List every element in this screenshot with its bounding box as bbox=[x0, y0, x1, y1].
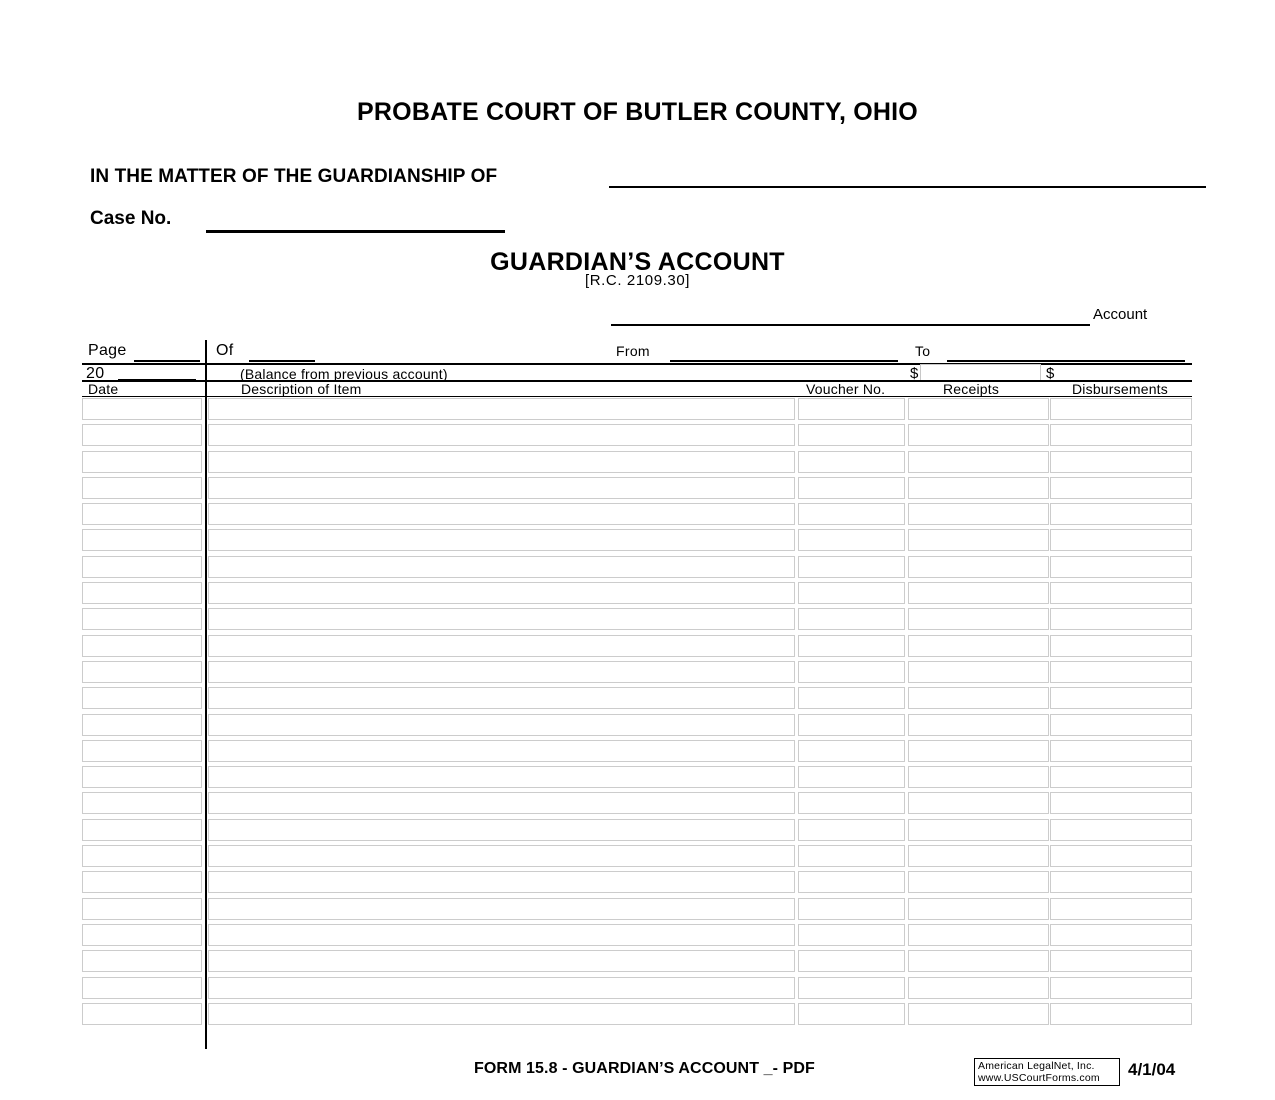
cell-description[interactable] bbox=[208, 424, 795, 446]
cell-receipts[interactable] bbox=[908, 582, 1049, 604]
cell-description[interactable] bbox=[208, 477, 795, 499]
cell-voucher-no[interactable] bbox=[798, 766, 905, 788]
column-header-description: Description of Item bbox=[241, 381, 362, 397]
cell-disbursements[interactable] bbox=[1050, 924, 1192, 946]
cell-disbursements[interactable] bbox=[1050, 661, 1192, 683]
cell-disbursements[interactable] bbox=[1050, 1003, 1192, 1025]
table-row bbox=[82, 450, 1192, 476]
cell-disbursements[interactable] bbox=[1050, 477, 1192, 499]
column-header-voucher-no: Voucher No. bbox=[806, 381, 886, 397]
cell-date[interactable] bbox=[82, 661, 202, 683]
cell-description[interactable] bbox=[208, 819, 795, 841]
cell-description[interactable] bbox=[208, 635, 795, 657]
matter-of-guardianship-label: IN THE MATTER OF THE GUARDIANSHIP OF bbox=[90, 166, 498, 187]
cell-voucher-no[interactable] bbox=[798, 950, 905, 972]
cell-receipts[interactable] bbox=[908, 451, 1049, 473]
cell-date[interactable] bbox=[82, 924, 202, 946]
cell-date[interactable] bbox=[82, 950, 202, 972]
case-number-input[interactable] bbox=[206, 230, 505, 233]
legalnet-credit-box bbox=[974, 1058, 1120, 1086]
cell-voucher-no[interactable] bbox=[798, 477, 905, 499]
cell-date[interactable] bbox=[82, 424, 202, 446]
cell-voucher-no[interactable] bbox=[798, 740, 905, 762]
table-row bbox=[82, 528, 1192, 554]
of-label: Of bbox=[216, 342, 234, 359]
footer-form-id: FORM 15.8 - GUARDIAN’S ACCOUNT _- PDF bbox=[474, 1060, 815, 1077]
table-row bbox=[82, 423, 1192, 449]
case-number-label: Case No. bbox=[90, 208, 172, 229]
cell-receipts[interactable] bbox=[908, 635, 1049, 657]
cell-disbursements[interactable] bbox=[1050, 819, 1192, 841]
cell-date[interactable] bbox=[82, 1003, 202, 1025]
cell-description[interactable] bbox=[208, 529, 795, 551]
cell-date[interactable] bbox=[82, 398, 202, 420]
page-label: Page bbox=[88, 342, 127, 359]
cell-date[interactable] bbox=[82, 845, 202, 867]
cell-date[interactable] bbox=[82, 977, 202, 999]
cell-date[interactable] bbox=[82, 556, 202, 578]
cell-date[interactable] bbox=[82, 714, 202, 736]
from-label: From bbox=[616, 343, 650, 359]
cell-receipts[interactable] bbox=[908, 529, 1049, 551]
table-row bbox=[82, 765, 1192, 791]
of-input[interactable] bbox=[249, 360, 315, 362]
table-row bbox=[82, 713, 1192, 739]
cell-disbursements[interactable] bbox=[1050, 845, 1192, 867]
cell-disbursements[interactable] bbox=[1050, 687, 1192, 709]
cell-disbursements[interactable] bbox=[1050, 714, 1192, 736]
cell-description[interactable] bbox=[208, 924, 795, 946]
to-date-input[interactable] bbox=[947, 360, 1185, 362]
table-row bbox=[82, 870, 1192, 896]
cell-voucher-no[interactable] bbox=[798, 924, 905, 946]
cell-description[interactable] bbox=[208, 740, 795, 762]
balance-year-prefix: 20 bbox=[86, 365, 105, 382]
table-row bbox=[82, 502, 1192, 528]
cell-voucher-no[interactable] bbox=[798, 582, 905, 604]
cell-receipts[interactable] bbox=[908, 477, 1049, 499]
cell-disbursements[interactable] bbox=[1050, 871, 1192, 893]
table-row bbox=[82, 1002, 1192, 1028]
cell-receipts[interactable] bbox=[908, 819, 1049, 841]
column-header-disbursements: Disbursements bbox=[1072, 381, 1168, 397]
cell-description[interactable] bbox=[208, 714, 795, 736]
cell-disbursements[interactable] bbox=[1050, 608, 1192, 630]
cell-receipts[interactable] bbox=[908, 608, 1049, 630]
account-label: Account bbox=[1093, 306, 1148, 323]
cell-voucher-no[interactable] bbox=[798, 871, 905, 893]
cell-description[interactable] bbox=[208, 792, 795, 814]
table-row bbox=[82, 686, 1192, 712]
page-input[interactable] bbox=[134, 360, 200, 362]
cell-voucher-no[interactable] bbox=[798, 608, 905, 630]
balance-receipts-input[interactable] bbox=[920, 364, 1041, 381]
cell-description[interactable] bbox=[208, 398, 795, 420]
cell-receipts[interactable] bbox=[908, 687, 1049, 709]
cell-receipts[interactable] bbox=[908, 871, 1049, 893]
cell-disbursements[interactable] bbox=[1050, 503, 1192, 525]
cell-date[interactable] bbox=[82, 582, 202, 604]
legalnet-vendor-name: American LegalNet, Inc. bbox=[978, 1060, 1095, 1072]
cell-date[interactable] bbox=[82, 898, 202, 920]
cell-voucher-no[interactable] bbox=[798, 529, 905, 551]
cell-receipts[interactable] bbox=[908, 766, 1049, 788]
cell-voucher-no[interactable] bbox=[798, 398, 905, 420]
cell-description[interactable] bbox=[208, 556, 795, 578]
cell-description[interactable] bbox=[208, 845, 795, 867]
cell-receipts[interactable] bbox=[908, 503, 1049, 525]
cell-description[interactable] bbox=[208, 582, 795, 604]
cell-voucher-no[interactable] bbox=[798, 792, 905, 814]
table-row bbox=[82, 555, 1192, 581]
cell-receipts[interactable] bbox=[908, 398, 1049, 420]
to-label: To bbox=[915, 343, 931, 359]
table-row bbox=[82, 397, 1192, 423]
cell-date[interactable] bbox=[82, 477, 202, 499]
account-number-input[interactable] bbox=[611, 324, 1090, 326]
cell-receipts[interactable] bbox=[908, 1003, 1049, 1025]
legalnet-vendor-site: www.USCourtForms.com bbox=[978, 1072, 1100, 1084]
table-row bbox=[82, 581, 1192, 607]
cell-disbursements[interactable] bbox=[1050, 950, 1192, 972]
cell-voucher-no[interactable] bbox=[798, 819, 905, 841]
table-row bbox=[82, 634, 1192, 660]
cell-description[interactable] bbox=[208, 977, 795, 999]
cell-disbursements[interactable] bbox=[1050, 582, 1192, 604]
cell-date[interactable] bbox=[82, 871, 202, 893]
cell-date[interactable] bbox=[82, 740, 202, 762]
cell-date[interactable] bbox=[82, 766, 202, 788]
cell-receipts[interactable] bbox=[908, 977, 1049, 999]
footer-revision-date: 4/1/04 bbox=[1128, 1060, 1176, 1079]
cell-date[interactable] bbox=[82, 819, 202, 841]
cell-disbursements[interactable] bbox=[1050, 529, 1192, 551]
cell-receipts[interactable] bbox=[908, 556, 1049, 578]
cell-disbursements[interactable] bbox=[1050, 977, 1192, 999]
table-row bbox=[82, 844, 1192, 870]
cell-description[interactable] bbox=[208, 1003, 795, 1025]
cell-receipts[interactable] bbox=[908, 424, 1049, 446]
cell-disbursements[interactable] bbox=[1050, 898, 1192, 920]
cell-disbursements[interactable] bbox=[1050, 398, 1192, 420]
cell-voucher-no[interactable] bbox=[798, 977, 905, 999]
cell-date[interactable] bbox=[82, 635, 202, 657]
cell-description[interactable] bbox=[208, 766, 795, 788]
table-row bbox=[82, 923, 1192, 949]
cell-date[interactable] bbox=[82, 687, 202, 709]
cell-date[interactable] bbox=[82, 451, 202, 473]
cell-description[interactable] bbox=[208, 451, 795, 473]
table-row bbox=[82, 476, 1192, 502]
date-column-divider bbox=[205, 340, 207, 1049]
cell-receipts[interactable] bbox=[908, 898, 1049, 920]
cell-description[interactable] bbox=[208, 503, 795, 525]
balance-receipts-currency-symbol: $ bbox=[910, 365, 919, 382]
cell-date[interactable] bbox=[82, 529, 202, 551]
cell-voucher-no[interactable] bbox=[798, 451, 905, 473]
cell-receipts[interactable] bbox=[908, 661, 1049, 683]
cell-voucher-no[interactable] bbox=[798, 635, 905, 657]
table-row bbox=[82, 739, 1192, 765]
cell-voucher-no[interactable] bbox=[798, 503, 905, 525]
court-title: PROBATE COURT OF BUTLER COUNTY, OHIO bbox=[357, 98, 918, 126]
cell-date[interactable] bbox=[82, 792, 202, 814]
table-row bbox=[82, 818, 1192, 844]
cell-disbursements[interactable] bbox=[1050, 451, 1192, 473]
cell-description[interactable] bbox=[208, 687, 795, 709]
form-title: GUARDIAN’S ACCOUNT bbox=[490, 248, 785, 276]
table-row bbox=[82, 607, 1192, 633]
cell-disbursements[interactable] bbox=[1050, 766, 1192, 788]
cell-voucher-no[interactable] bbox=[798, 424, 905, 446]
cell-receipts[interactable] bbox=[908, 924, 1049, 946]
cell-voucher-no[interactable] bbox=[798, 556, 905, 578]
balance-disbursements-currency-symbol: $ bbox=[1046, 365, 1055, 382]
cell-disbursements[interactable] bbox=[1050, 740, 1192, 762]
matter-of-guardianship-input[interactable] bbox=[609, 186, 1206, 188]
cell-receipts[interactable] bbox=[908, 792, 1049, 814]
cell-description[interactable] bbox=[208, 950, 795, 972]
ledger-grid bbox=[82, 397, 1192, 1028]
cell-receipts[interactable] bbox=[908, 714, 1049, 736]
table-row bbox=[82, 949, 1192, 975]
table-row bbox=[82, 897, 1192, 923]
cell-description[interactable] bbox=[208, 661, 795, 683]
cell-receipts[interactable] bbox=[908, 740, 1049, 762]
cell-description[interactable] bbox=[208, 871, 795, 893]
column-header-date: Date bbox=[88, 381, 119, 397]
cell-voucher-no[interactable] bbox=[798, 898, 905, 920]
cell-voucher-no[interactable] bbox=[798, 714, 905, 736]
cell-date[interactable] bbox=[82, 503, 202, 525]
column-header-receipts: Receipts bbox=[943, 381, 1000, 397]
cell-description[interactable] bbox=[208, 898, 795, 920]
table-row bbox=[82, 976, 1192, 1002]
cell-voucher-no[interactable] bbox=[798, 1003, 905, 1025]
cell-voucher-no[interactable] bbox=[798, 687, 905, 709]
from-date-input[interactable] bbox=[670, 360, 898, 362]
cell-disbursements[interactable] bbox=[1050, 635, 1192, 657]
cell-disbursements[interactable] bbox=[1050, 556, 1192, 578]
cell-receipts[interactable] bbox=[908, 950, 1049, 972]
table-row bbox=[82, 791, 1192, 817]
cell-disbursements[interactable] bbox=[1050, 792, 1192, 814]
cell-date[interactable] bbox=[82, 608, 202, 630]
cell-description[interactable] bbox=[208, 608, 795, 630]
cell-voucher-no[interactable] bbox=[798, 845, 905, 867]
balance-from-previous-account-note: (Balance from previous account) bbox=[240, 366, 448, 382]
cell-receipts[interactable] bbox=[908, 845, 1049, 867]
form-citation: [R.C. 2109.30] bbox=[584, 272, 691, 289]
cell-voucher-no[interactable] bbox=[798, 661, 905, 683]
table-row bbox=[82, 660, 1192, 686]
cell-disbursements[interactable] bbox=[1050, 424, 1192, 446]
